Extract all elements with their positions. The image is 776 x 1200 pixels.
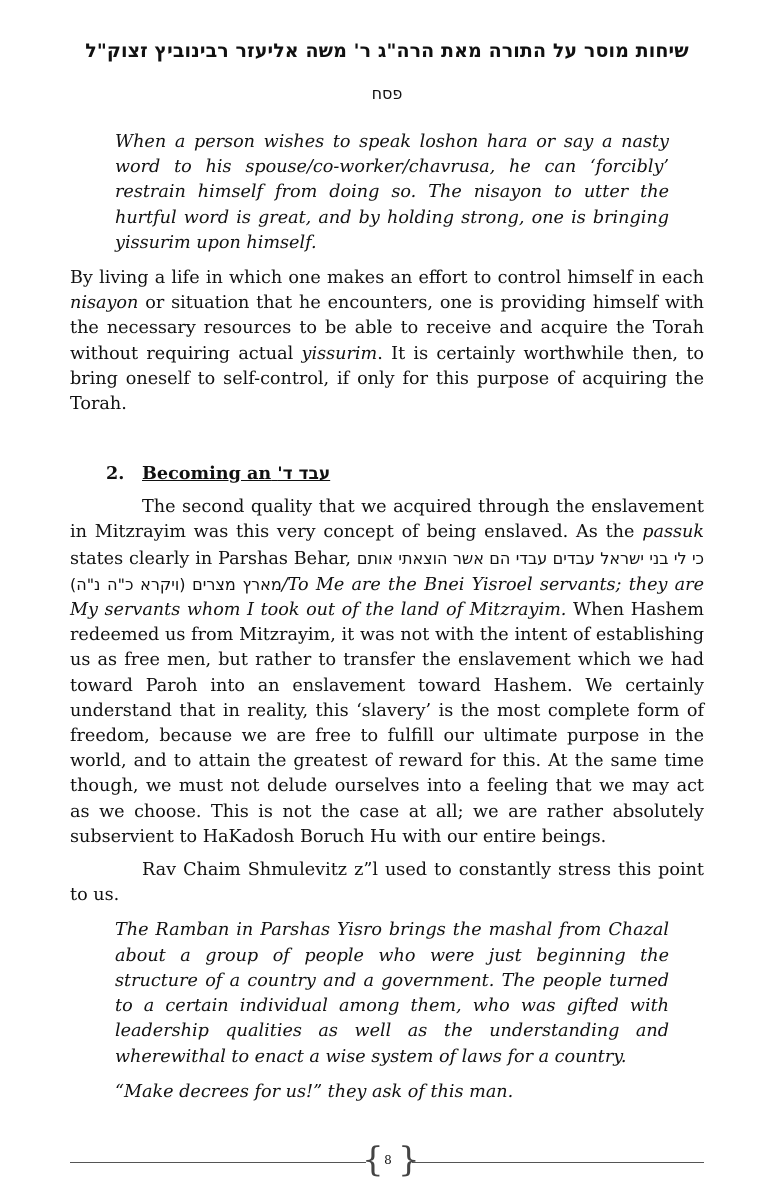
paragraph-rav-chaim: Rav Chaim Shmulevitz z”l used to constantly stress this point to us. (70, 860, 704, 906)
quote-block-loshon-hara: When a person wishes to speak loshon hara or say a nasty word to his spouse/co-worker/chavrusa, he can ‘forcibly’ restrain himself from doing so. The nisayon to utter the hurtful word is great, and by holding strong, one is bringing yissurim upon himself. (115, 132, 669, 253)
italic-term-nisayon: nisayon (70, 293, 139, 314)
footer-rule-right (412, 1162, 704, 1163)
section-heading (106, 461, 704, 487)
footer-rule-left (70, 1162, 366, 1163)
paragraph-enslavement (70, 495, 704, 850)
quote-block-ramban: The Ramban in Parshas Yisro brings the mashal from Chazal about a group of people who were just beginning the structure of a country and a government. The people turned to a certain individual among them, who was gifted with leadership qualities as well as the understanding and wherewithal to enact a wise system of laws for a country. (115, 920, 669, 1067)
section-number: 2. (106, 463, 125, 485)
running-header-title: שיחות מוסר על התורה מאת הרה"ג ר' משה אליעזר רבינוביץ זצוק"ל (85, 40, 689, 62)
text-run: The second quality that we acquired through the enslavement in Mitzrayim was this very concept of being enslaved. As the (70, 497, 704, 543)
italic-translation: /To Me are the Bnei Yisroel servants; they are My servants whom I took out of the land of Mitzrayim. (70, 574, 704, 621)
text-run: When Hashem redeemed us from Mitzrayim, it was not with the intent of establishing us as free men, but rather to transfer the enslavement which we had toward Paroh into an enslavement toward Hashem. We certainly understand that in reality, this ‘slavery’ is the most complete form of freedom, because we are free to fulfill our ultimate purpose in the world, and to attain the greatest of reward for this. At the same time though, we must not delude ourselves into a feeling that we may act as we choose. This is not the case at all; we are rather absolutely subservient to HaKadosh Boruch Hu with our entire beings. (70, 600, 704, 847)
text-run: states clearly in Parshas Behar, (70, 548, 351, 569)
section-title (142, 463, 330, 484)
quote-block-decrees: “Make decrees for us!” they ask of this man. (115, 1081, 514, 1102)
page-number: 8 (384, 1153, 392, 1167)
footer-brace-left: { (362, 1140, 384, 1180)
page-content (70, 130, 704, 1105)
text-run: By living a life in which one makes an effort to control himself in each (70, 268, 704, 289)
text-run: . It is certainly worthwhile then, to bring oneself to self-control, if only for this purpose of acquiring the Torah. (70, 343, 704, 415)
italic-term-yissurim: yissurim (301, 343, 378, 364)
footer-brace-right: } (398, 1140, 420, 1180)
section-title-hebrew: עבד ד' (277, 464, 331, 485)
hebrew-citation: כי לי בני ישראל עבדים עבדי הם אשר הוצאתי אותם מארץ מצרים (ויקרא כ"ה נ"ה) (70, 548, 705, 594)
text-run: or situation that he encounters, one is providing himself with the necessary resources to be able to receive and acquire the Torah without requiring actual (70, 293, 704, 364)
italic-term-passuk: passuk (642, 522, 704, 543)
section-title-english: Becoming an (142, 463, 272, 485)
running-header-subtitle: פסח (371, 84, 403, 103)
paragraph-self-control (70, 266, 704, 417)
